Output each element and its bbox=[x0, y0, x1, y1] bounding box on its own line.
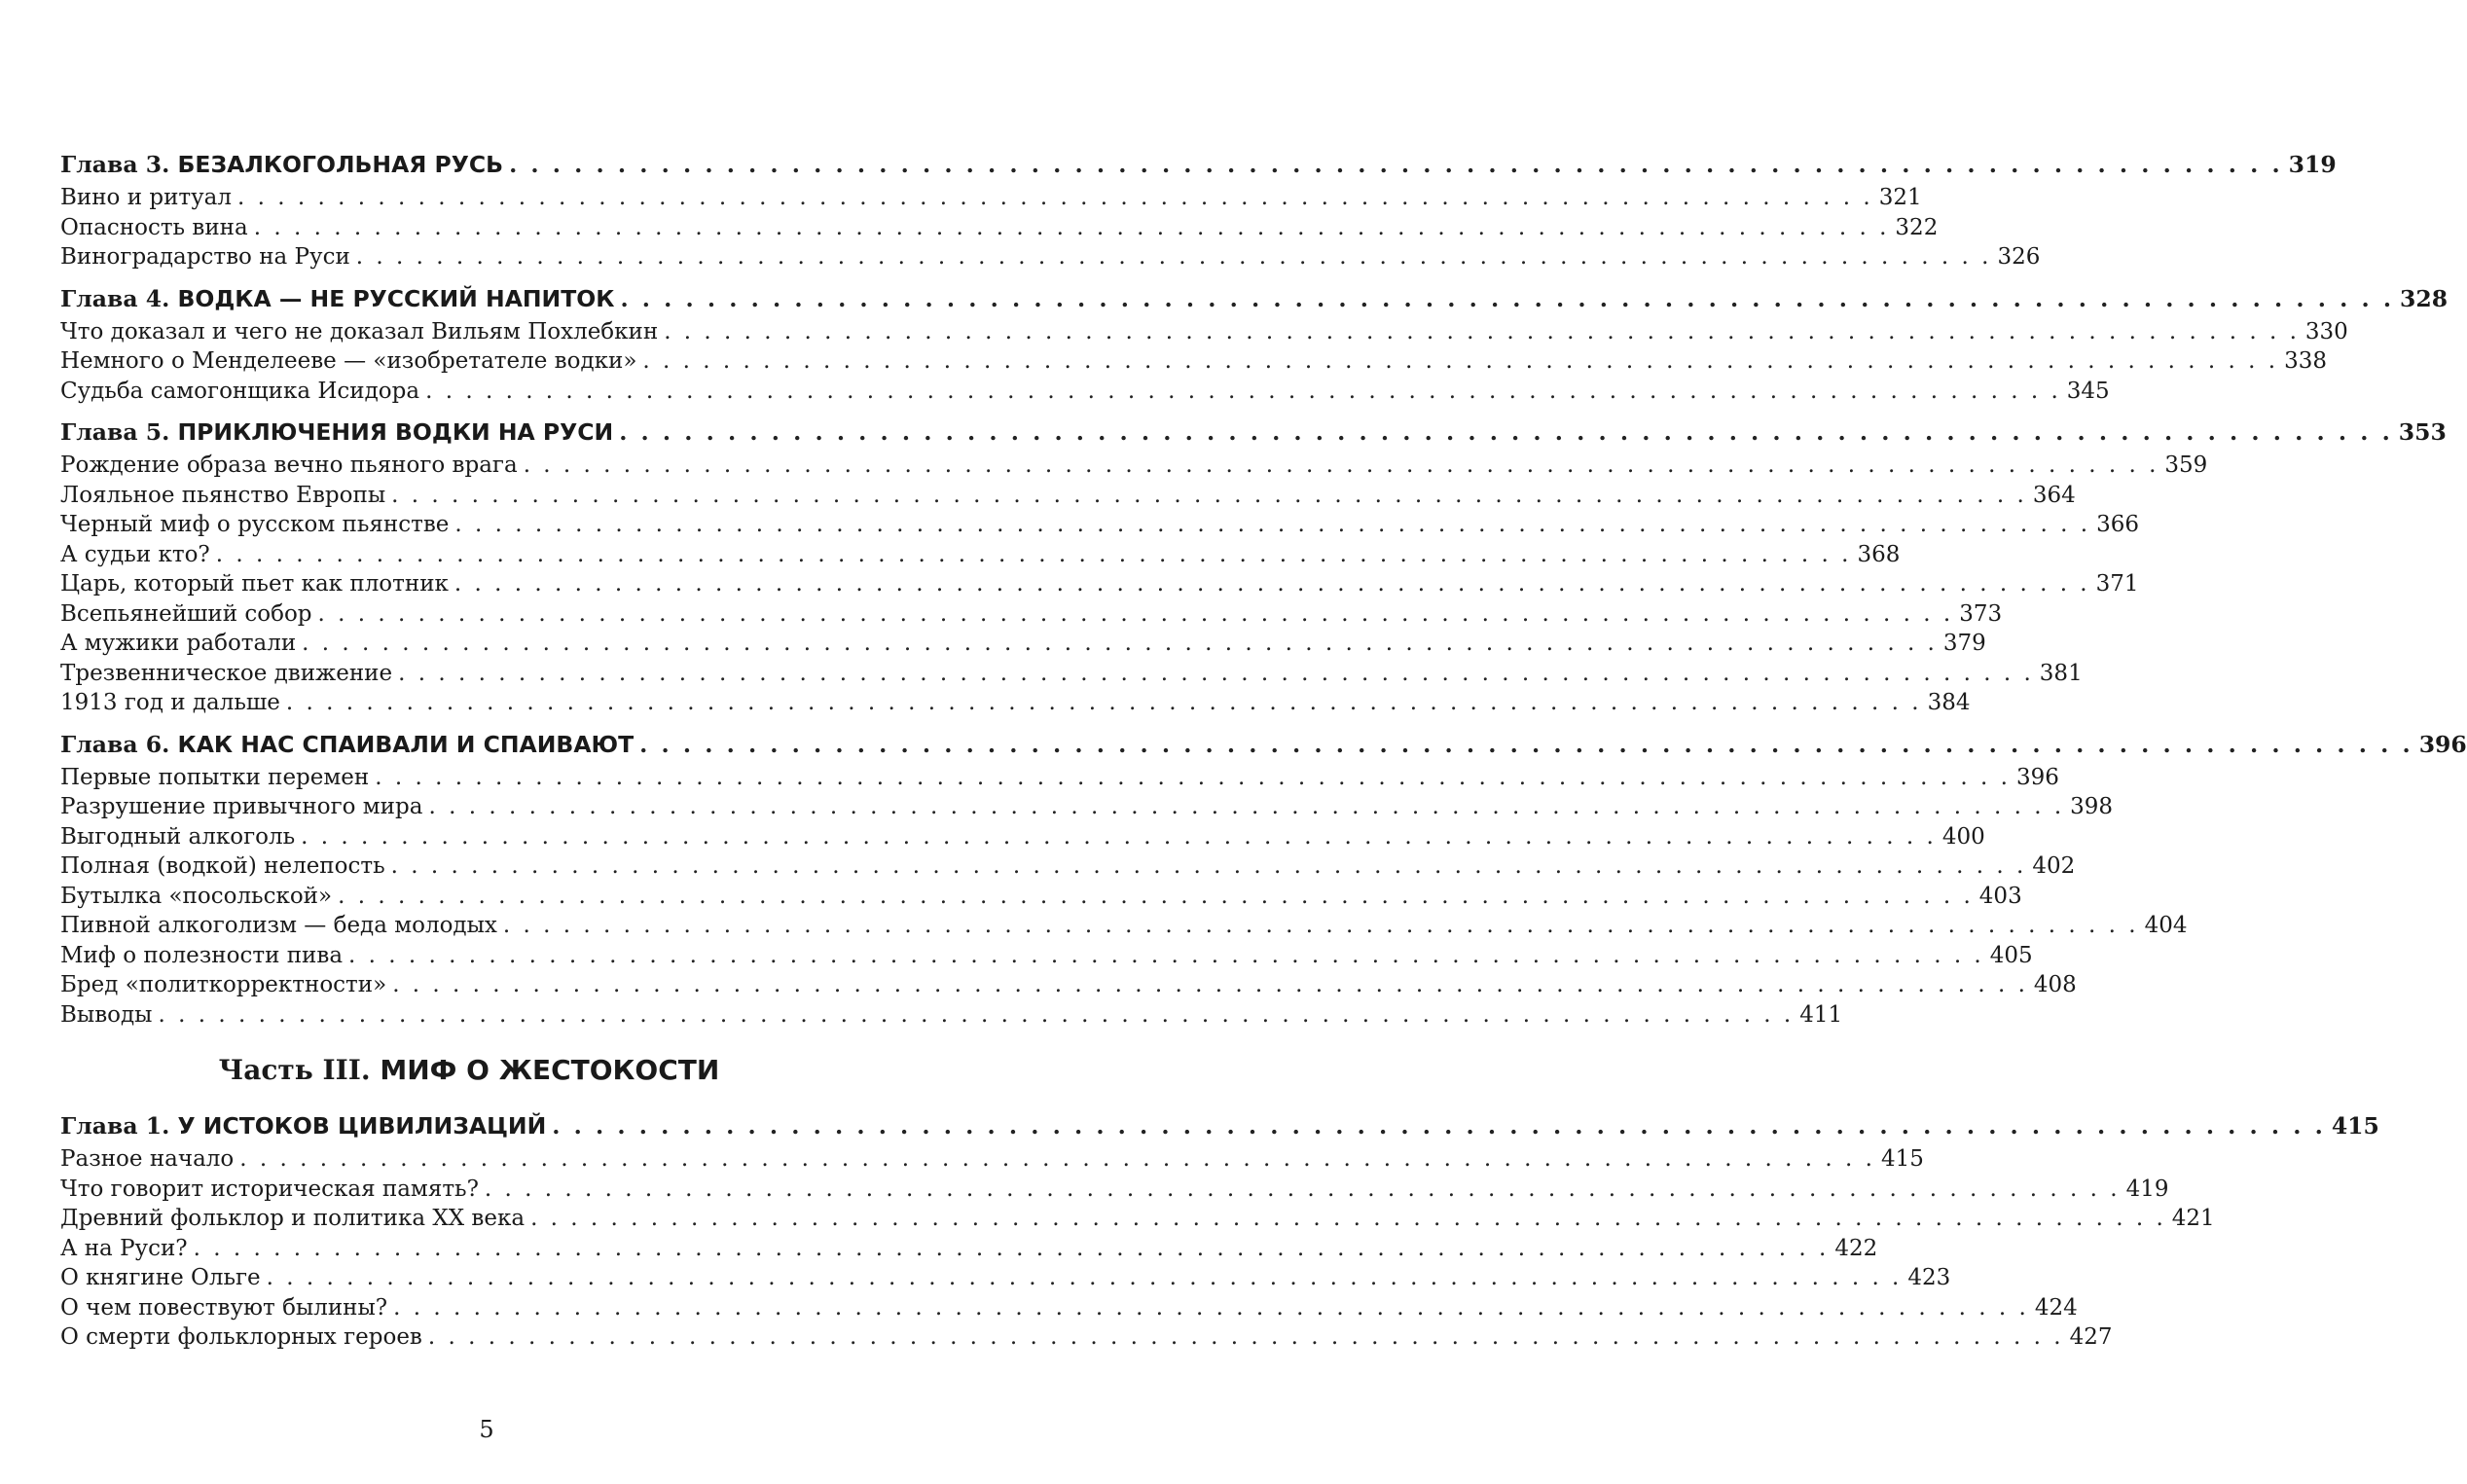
dot-leader: . . . . . . . . . . . . . . . . . . . . . . . . . . . . . . . . . . . . . . . . . . . . . . . . . . . . . . . . . . . . . . . . . . . . . . . . . . . . . . . . . . bbox=[158, 1001, 1795, 1028]
entry-title: Опасность вина bbox=[60, 214, 248, 240]
toc-entry bbox=[60, 481, 2076, 511]
entry-title: Лояльное пьянство Европы bbox=[60, 482, 386, 508]
entry-title: 1913 год и дальше bbox=[60, 690, 280, 715]
entry-title: А на Руси? bbox=[60, 1235, 188, 1261]
entry-title: Что говорит историческая память? bbox=[60, 1176, 479, 1202]
dot-leader: . . . . . . . . . . . . . . . . . . . . . . . . . . . . . . . . . . . . . . . . . . . . . . . . . . . . . . . . . . . . . . . . . . . . . . . . . . . . . . . . . . bbox=[642, 348, 2279, 374]
chapter-label: Глава 3. bbox=[60, 151, 170, 178]
dot-leader: . . . . . . . . . . . . . . . . . . . . . . . . . . . . . . . . . . . . . . . . . . . . . . . . . . . . . . . . . . . . . . . . . . . . . . . . . . . . . . . . . . bbox=[530, 1206, 2166, 1231]
toc-entry bbox=[60, 183, 1922, 213]
dot-leader: . . . . . . . . . . . . . . . . . . . . . . . . . . . . . . . . . . . . . . . . . . . . . . . . . . . . . . . . . . . . . . . . . . . . . . . . . . . . . . . . . . bbox=[425, 378, 2061, 404]
toc-entry bbox=[60, 242, 2041, 272]
dot-leader: . . . . . . . . . . . . . . . . . . . . . . . . . . . . . . . . . . . . . . . . . . . . . . . . . . . . . . . . . . . . . . . . . . . . . . . . . . . . . . . . . . bbox=[509, 151, 2283, 178]
entry-page-number: 322 bbox=[1895, 214, 1939, 240]
entry-title: Бред «политкорректности» bbox=[60, 972, 387, 997]
entry-title: Выводы bbox=[60, 1001, 153, 1028]
dot-leader: . . . . . . . . . . . . . . . . . . . . . . . . . . . . . . . . . . . . . . . . . . . . . . . . . . . . . . . . . . . . . . . . . . . . . . . . . . . . . . . . . . bbox=[193, 1235, 1830, 1261]
entry-title: Пивной алкоголизм — беда молодых bbox=[60, 913, 497, 938]
entry-page-number: 321 bbox=[1878, 185, 1922, 210]
entry-page-number: 411 bbox=[1799, 1001, 1843, 1028]
entry-page-number: 338 bbox=[2284, 348, 2328, 374]
toc-entry bbox=[60, 346, 2328, 377]
entry-page-number: 364 bbox=[2032, 482, 2076, 508]
chapter-page-number: 415 bbox=[2331, 1112, 2379, 1140]
chapter-block bbox=[60, 726, 2467, 1031]
entry-page-number: 330 bbox=[2304, 318, 2348, 344]
entry-page-number: 422 bbox=[1834, 1235, 1878, 1261]
dot-leader: . . . . . . . . . . . . . . . . . . . . . . . . . . . . . . . . . . . . . . . . . . . . . . . . . . . . . . . . . . . . . . . . . . . . . . . . . . . . . . . . . . bbox=[619, 418, 2393, 446]
entry-page-number: 396 bbox=[2015, 764, 2059, 790]
chapter-page-number: 396 bbox=[2418, 730, 2467, 758]
dot-leader: . . . . . . . . . . . . . . . . . . . . . . . . . . . . . . . . . . . . . . . . . . . . . . . . . . . . . . . . . . . . . . . . . . . . . . . . . . . . . . . . . . bbox=[453, 571, 2090, 597]
entry-page-number: 398 bbox=[2070, 794, 2114, 819]
dot-leader: . . . . . . . . . . . . . . . . . . . . . . . . . . . . . . . . . . . . . . . . . . . . . . . . . . . . . . . . . . . . . . . . . . . . . . . . . . . . . . . . . . bbox=[639, 730, 2413, 758]
entry-page-number: 402 bbox=[2032, 853, 2076, 879]
dot-leader: . . . . . . . . . . . . . . . . . . . . . . . . . . . . . . . . . . . . . . . . . . . . . . . . . . . . . . . . . . . . . . . . . . . . . . . . . . . . . . . . . . bbox=[266, 1265, 1903, 1290]
chapter-page-number: 319 bbox=[2288, 151, 2337, 178]
part-title: МИФ О ЖЕСТОКОСТИ bbox=[380, 1054, 720, 1086]
table-of-contents bbox=[60, 146, 2467, 1353]
chapter-name: КАК НАС СПАИВАЛИ И СПАИВАЮТ bbox=[177, 730, 635, 758]
dot-leader: . . . . . . . . . . . . . . . . . . . . . . . . . . . . . . . . . . . . . . . . . . . . . . . . . . . . . . . . . . . . . . . . . . . . . . . . . . . . . . . . . . bbox=[285, 690, 1922, 715]
entry-title: Разрушение привычного мира bbox=[60, 794, 423, 819]
entry-title: Рождение образа вечно пьяного врага bbox=[60, 452, 518, 478]
entry-title: Трезвенническое движение bbox=[60, 660, 393, 686]
dot-leader: . . . . . . . . . . . . . . . . . . . . . . . . . . . . . . . . . . . . . . . . . . . . . . . . . . . . . . . . . . . . . . . . . . . . . . . . . . . . . . . . . . bbox=[428, 794, 2065, 819]
dot-leader: . . . . . . . . . . . . . . . . . . . . . . . . . . . . . . . . . . . . . . . . . . . . . . . . . . . . . . . . . . . . . . . . . . . . . . . . . . . . . . . . . . bbox=[253, 214, 1890, 240]
toc-entry bbox=[60, 1234, 1878, 1264]
entry-page-number: 368 bbox=[1857, 541, 1901, 567]
entry-title: Разное начало bbox=[60, 1146, 235, 1172]
entry-title: Немного о Менделееве — «изобретателе водки» bbox=[60, 348, 637, 374]
dot-leader: . . . . . . . . . . . . . . . . . . . . . . . . . . . . . . . . . . . . . . . . . . . . . . . . . . . . . . . . . . . . . . . . . . . . . . . . . . . . . . . . . . bbox=[301, 823, 1937, 850]
dot-leader: . . . . . . . . . . . . . . . . . . . . . . . . . . . . . . . . . . . . . . . . . . . . . . . . . . . . . . . . . . . . . . . . . . . . . . . . . . . . . . . . . . bbox=[454, 512, 2091, 537]
chapter-heading bbox=[60, 1107, 2379, 1144]
toc-entry bbox=[60, 688, 1971, 718]
entry-page-number: 326 bbox=[1997, 244, 2041, 270]
dot-leader: . . . . . . . . . . . . . . . . . . . . . . . . . . . . . . . . . . . . . . . . . . . . . . . . . . . . . . . . . . . . . . . . . . . . . . . . . . . . . . . . . . bbox=[398, 660, 2034, 686]
entry-page-number: 345 bbox=[2066, 378, 2110, 404]
toc-entry bbox=[60, 659, 2083, 689]
chapter-page-number: 328 bbox=[2400, 284, 2449, 312]
chapter-name: ВОДКА — НЕ РУССКИЙ НАПИТОК bbox=[177, 284, 615, 312]
page-number: 5 bbox=[479, 1416, 494, 1443]
dot-leader: . . . . . . . . . . . . . . . . . . . . . . . . . . . . . . . . . . . . . . . . . . . . . . . . . . . . . . . . . . . . . . . . . . . . . . . . . . . . . . . . . . bbox=[338, 883, 1974, 909]
chapter-label: Глава 5. bbox=[60, 418, 170, 446]
entry-title: Бутылка «посольской» bbox=[60, 883, 333, 909]
chapter-title bbox=[60, 726, 634, 763]
toc-entry bbox=[60, 763, 2059, 793]
toc-entry bbox=[60, 970, 2077, 1000]
entry-page-number: 424 bbox=[2034, 1294, 2078, 1321]
entry-title: Черный миф о русском пьянстве bbox=[60, 512, 450, 537]
chapter-title bbox=[60, 414, 613, 451]
entry-title: Миф о полезности пива bbox=[60, 942, 344, 968]
toc-entry bbox=[60, 911, 2188, 941]
entry-title: Царь, который пьет как плотник bbox=[60, 571, 449, 597]
dot-leader: . . . . . . . . . . . . . . . . . . . . . . . . . . . . . . . . . . . . . . . . . . . . . . . . . . . . . . . . . . . . . . . . . . . . . . . . . . . . . . . . . . bbox=[523, 452, 2159, 478]
entry-title: А мужики работали bbox=[60, 631, 297, 656]
chapter-block bbox=[60, 146, 2337, 272]
toc-entry bbox=[60, 451, 2208, 481]
chapter-heading bbox=[60, 726, 2467, 763]
dot-leader: . . . . . . . . . . . . . . . . . . . . . . . . . . . . . . . . . . . . . . . . . . . . . . . . . . . . . . . . . . . . . . . . . . . . . . . . . . . . . . . . . . bbox=[317, 600, 1954, 627]
entry-page-number: 379 bbox=[1942, 631, 1986, 656]
chapter-heading bbox=[60, 414, 2447, 451]
dot-leader: . . . . . . . . . . . . . . . . . . . . . . . . . . . . . . . . . . . . . . . . . . . . . . . . . . . . . . . . . . . . . . . . . . . . . . . . . . . . . . . . . . bbox=[239, 1146, 1875, 1172]
dot-leader: . . . . . . . . . . . . . . . . . . . . . . . . . . . . . . . . . . . . . . . . . . . . . . . . . . . . . . . . . . . . . . . . . . . . . . . . . . . . . . . . . . bbox=[393, 1294, 2029, 1321]
chapter-label: Глава 6. bbox=[60, 730, 170, 758]
toc-entry bbox=[60, 317, 2348, 347]
entry-title: Виноградарство на Руси bbox=[60, 244, 350, 270]
entry-page-number: 371 bbox=[2095, 571, 2139, 597]
toc-entry bbox=[60, 1263, 1951, 1293]
entry-page-number: 359 bbox=[2164, 452, 2208, 478]
entry-page-number: 381 bbox=[2039, 660, 2083, 686]
dot-leader: . . . . . . . . . . . . . . . . . . . . . . . . . . . . . . . . . . . . . . . . . . . . . . . . . . . . . . . . . . . . . . . . . . . . . . . . . . . . . . . . . . bbox=[348, 942, 1984, 968]
chapter-block bbox=[60, 1107, 2379, 1353]
chapter-block bbox=[60, 280, 2449, 407]
toc-entry bbox=[60, 599, 2003, 630]
entry-title: Первые попытки перемен bbox=[60, 764, 370, 790]
toc-entry bbox=[60, 1144, 1924, 1175]
toc-entry bbox=[60, 510, 2139, 540]
chapter-title bbox=[60, 146, 503, 183]
toc-entry bbox=[60, 1000, 1843, 1031]
toc-entry bbox=[60, 569, 2139, 599]
entry-title: Что доказал и чего не доказал Вильям Похлебкин bbox=[60, 318, 659, 344]
toc-entry bbox=[60, 1322, 2113, 1353]
entry-page-number: 421 bbox=[2171, 1206, 2215, 1231]
chapter-page-number: 353 bbox=[2398, 418, 2447, 446]
toc-entry bbox=[60, 540, 1901, 570]
dot-leader: . . . . . . . . . . . . . . . . . . . . . . . . . . . . . . . . . . . . . . . . . . . . . . . . . . . . . . . . . . . . . . . . . . . . . . . . . . . . . . . . . . bbox=[355, 244, 1992, 270]
toc-entry bbox=[60, 213, 1939, 243]
chapter-title bbox=[60, 1107, 546, 1144]
entry-title: Выгодный алкоголь bbox=[60, 823, 296, 850]
toc-entry bbox=[60, 1175, 2169, 1205]
toc-entry bbox=[60, 851, 2076, 882]
entry-page-number: 419 bbox=[2125, 1176, 2169, 1202]
entry-title: Вино и ритуал bbox=[60, 185, 232, 210]
toc-entry bbox=[60, 377, 2110, 407]
dot-leader: . . . . . . . . . . . . . . . . . . . . . . . . . . . . . . . . . . . . . . . . . . . . . . . . . . . . . . . . . . . . . . . . . . . . . . . . . . . . . . . . . . bbox=[237, 185, 1873, 210]
entry-title: Судьба самогонщика Исидора bbox=[60, 378, 420, 404]
entry-page-number: 366 bbox=[2096, 512, 2139, 537]
entry-page-number: 427 bbox=[2069, 1324, 2113, 1350]
entry-page-number: 423 bbox=[1907, 1265, 1951, 1290]
chapter-name: БЕЗАЛКОГОЛЬНАЯ РУСЬ bbox=[177, 151, 504, 178]
chapter-name: У ИСТОКОВ ЦИВИЛИЗАЦИЙ bbox=[177, 1112, 547, 1140]
toc-entry bbox=[60, 941, 2033, 971]
dot-leader: . . . . . . . . . . . . . . . . . . . . . . . . . . . . . . . . . . . . . . . . . . . . . . . . . . . . . . . . . . . . . . . . . . . . . . . . . . . . . . . . . . bbox=[391, 482, 2027, 508]
entry-page-number: 384 bbox=[1927, 690, 1971, 715]
dot-leader: . . . . . . . . . . . . . . . . . . . . . . . . . . . . . . . . . . . . . . . . . . . . . . . . . . . . . . . . . . . . . . . . . . . . . . . . . . . . . . . . . . bbox=[390, 853, 2027, 879]
entry-page-number: 400 bbox=[1941, 823, 1985, 850]
entry-page-number: 373 bbox=[1959, 600, 2003, 627]
toc-entry bbox=[60, 822, 1985, 852]
toc-entry bbox=[60, 792, 2114, 822]
entry-page-number: 403 bbox=[1978, 883, 2022, 909]
dot-leader: . . . . . . . . . . . . . . . . . . . . . . . . . . . . . . . . . . . . . . . . . . . . . . . . . . . . . . . . . . . . . . . . . . . . . . . . . . . . . . . . . . bbox=[620, 284, 2395, 312]
dot-leader: . . . . . . . . . . . . . . . . . . . . . . . . . . . . . . . . . . . . . . . . . . . . . . . . . . . . . . . . . . . . . . . . . . . . . . . . . . . . . . . . . . bbox=[484, 1176, 2121, 1202]
toc-entry bbox=[60, 1204, 2215, 1234]
entry-title: А судьи кто? bbox=[60, 541, 210, 567]
dot-leader: . . . . . . . . . . . . . . . . . . . . . . . . . . . . . . . . . . . . . . . . . . . . . . . . . . . . . . . . . . . . . . . . . . . . . . . . . . . . . . . . . . bbox=[664, 318, 2300, 344]
dot-leader: . . . . . . . . . . . . . . . . . . . . . . . . . . . . . . . . . . . . . . . . . . . . . . . . . . . . . . . . . . . . . . . . . . . . . . . . . . . . . . . . . . bbox=[375, 764, 2011, 790]
toc-entry bbox=[60, 882, 2022, 912]
entry-title: Полная (водкой) нелепость bbox=[60, 853, 385, 879]
dot-leader: . . . . . . . . . . . . . . . . . . . . . . . . . . . . . . . . . . . . . . . . . . . . . . . . . . . . . . . . . . . . . . . . . . . . . . . . . . . . . . . . . . bbox=[502, 913, 2139, 938]
chapter-name: ПРИКЛЮЧЕНИЯ ВОДКИ НА РУСИ bbox=[177, 418, 614, 446]
entry-title: Всепьянейший собор bbox=[60, 600, 312, 627]
dot-leader: . . . . . . . . . . . . . . . . . . . . . . . . . . . . . . . . . . . . . . . . . . . . . . . . . . . . . . . . . . . . . . . . . . . . . . . . . . . . . . . . . . bbox=[302, 631, 1938, 656]
chapter-label: Глава 1. bbox=[60, 1112, 170, 1140]
entry-title: О смерти фольклорных героев bbox=[60, 1324, 422, 1350]
entry-page-number: 404 bbox=[2144, 913, 2188, 938]
chapter-heading bbox=[60, 146, 2337, 183]
part-label: Часть III. bbox=[218, 1054, 371, 1086]
entry-title: Древний фольклор и политика XX века bbox=[60, 1206, 526, 1231]
chapter-block bbox=[60, 414, 2447, 718]
entry-page-number: 408 bbox=[2033, 972, 2077, 997]
entry-title: О княгине Ольге bbox=[60, 1265, 261, 1290]
entry-title: О чем повествуют былины? bbox=[60, 1294, 388, 1321]
toc-entry bbox=[60, 629, 1986, 659]
chapter-heading bbox=[60, 280, 2449, 317]
entry-page-number: 405 bbox=[1989, 942, 2033, 968]
part-heading bbox=[60, 1051, 878, 1090]
dot-leader: . . . . . . . . . . . . . . . . . . . . . . . . . . . . . . . . . . . . . . . . . . . . . . . . . . . . . . . . . . . . . . . . . . . . . . . . . . . . . . . . . . bbox=[392, 972, 2028, 997]
toc-entry bbox=[60, 1293, 2078, 1323]
dot-leader: . . . . . . . . . . . . . . . . . . . . . . . . . . . . . . . . . . . . . . . . . . . . . . . . . . . . . . . . . . . . . . . . . . . . . . . . . . . . . . . . . . bbox=[427, 1324, 2064, 1350]
dot-leader: . . . . . . . . . . . . . . . . . . . . . . . . . . . . . . . . . . . . . . . . . . . . . . . . . . . . . . . . . . . . . . . . . . . . . . . . . . . . . . . . . . bbox=[215, 541, 1852, 567]
chapter-title bbox=[60, 280, 614, 317]
dot-leader: . . . . . . . . . . . . . . . . . . . . . . . . . . . . . . . . . . . . . . . . . . . . . . . . . . . . . . . . . . . . . . . . . . . . . . . . . . . . . . . . . . bbox=[552, 1112, 2326, 1140]
chapter-label: Глава 4. bbox=[60, 284, 170, 312]
entry-page-number: 415 bbox=[1880, 1146, 1924, 1172]
